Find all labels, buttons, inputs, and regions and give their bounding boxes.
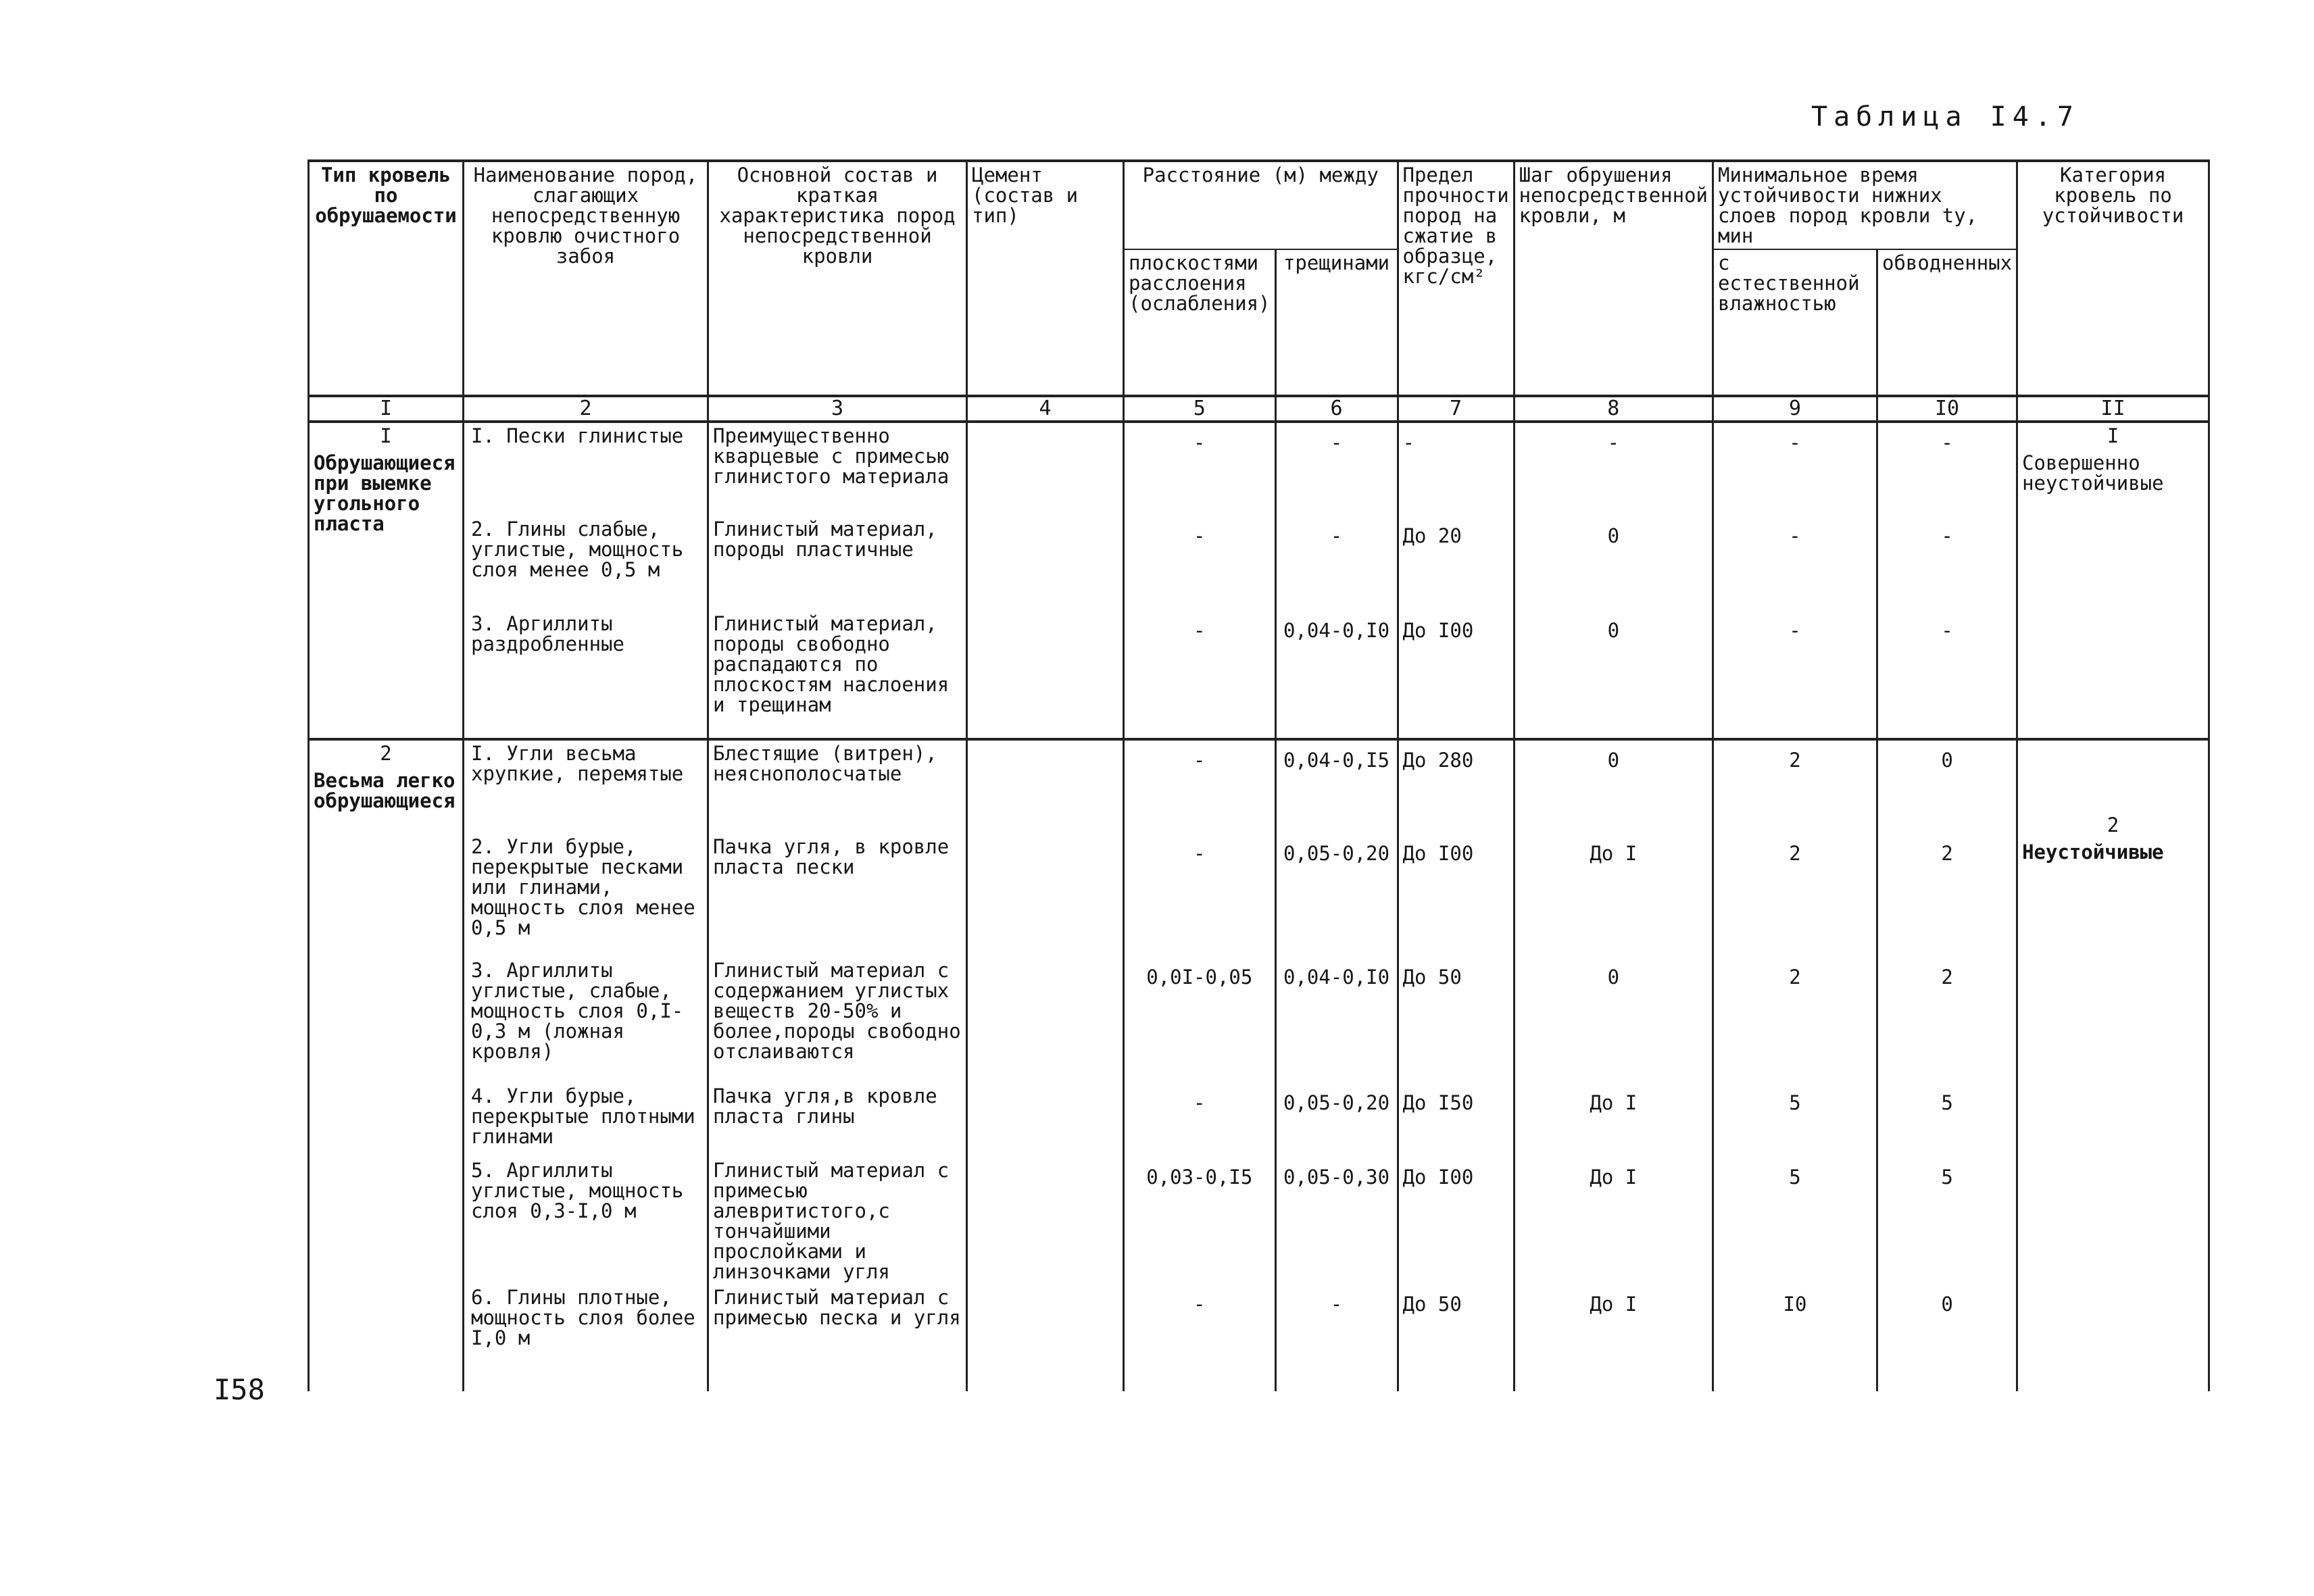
table-row <box>309 422 2209 516</box>
cracks-distance-cell: 0,05-0,30 <box>1275 1157 1398 1285</box>
header-cell-cracks: трещинами <box>1275 249 1398 396</box>
category-name: Неустойчивые <box>2022 841 2164 864</box>
table-row <box>309 739 2209 834</box>
planes-distance-cell: - <box>1124 739 1276 834</box>
composition-cell: Глинистый материал, породы пластичные <box>708 516 967 611</box>
cement-cell <box>967 611 1124 739</box>
roof-step-cell: 0 <box>1514 739 1713 834</box>
rock-name-cell: 3. Аргиллиты углистые, слабые, мощность слоя 0,I-0,3 м (ложная кровля) <box>464 957 708 1083</box>
time-natural-cell: I0 <box>1713 1285 1877 1391</box>
roof-step-cell: 0 <box>1514 611 1713 739</box>
roof-type-cell <box>309 739 464 1391</box>
strength-cell: До I00 <box>1398 611 1514 739</box>
cement-cell <box>967 1157 1124 1285</box>
planes-distance-cell: - <box>1124 516 1276 611</box>
header-cell-rock-name: Наименование пород, слагающих непосредственную кровлю очистного забоя <box>464 161 708 396</box>
column-number: 4 <box>967 396 1124 422</box>
time-watered-cell: - <box>1877 516 2017 611</box>
time-natural-cell: - <box>1713 611 1877 739</box>
time-natural-cell: - <box>1713 516 1877 611</box>
time-natural-cell: - <box>1713 422 1877 516</box>
roof-type-name: Обрушающиеся при выемке угольного пласта <box>314 451 456 535</box>
roof-step-cell: 0 <box>1514 516 1713 611</box>
composition-cell: Пачка угля,в кровле пласта глины <box>708 1083 967 1157</box>
column-number: 3 <box>708 396 967 422</box>
roof-type-number: I <box>380 424 392 447</box>
cracks-distance-cell: 0,04-0,I0 <box>1275 611 1398 739</box>
rock-name-cell: I. Пески глинистые <box>464 422 708 516</box>
composition-cell: Преимущественно кварцевые с примесью глинистого материала <box>708 422 967 516</box>
strength-cell: До 50 <box>1398 1285 1514 1391</box>
time-natural-cell: 2 <box>1713 834 1877 957</box>
cracks-distance-cell: 0,04-0,I5 <box>1275 739 1398 834</box>
cement-cell <box>967 516 1124 611</box>
category-number: 2 <box>2107 814 2119 837</box>
time-natural-cell: 5 <box>1713 1157 1877 1285</box>
column-number: II <box>2017 396 2209 422</box>
strength-cell: - <box>1398 422 1514 516</box>
stability-category-cell <box>2017 422 2209 739</box>
cement-cell <box>967 739 1124 834</box>
strength-cell: До 20 <box>1398 516 1514 611</box>
time-watered-cell: - <box>1877 422 2017 516</box>
table-body <box>309 422 2209 1391</box>
strength-cell: До I00 <box>1398 834 1514 957</box>
category-name: Совершенно неустойчивые <box>2022 451 2164 495</box>
header-cell-step: Шаг обрушения непосредственной кровли, м <box>1514 161 1713 396</box>
time-natural-cell: 5 <box>1713 1083 1877 1157</box>
column-numbers-row <box>309 396 2209 422</box>
rock-name-cell: 3. Аргиллиты раздробленные <box>464 611 708 739</box>
column-number: I <box>309 396 464 422</box>
planes-distance-cell: - <box>1124 834 1276 957</box>
time-watered-cell: 0 <box>1877 1285 2017 1391</box>
time-watered-cell: 5 <box>1877 1083 2017 1157</box>
roof-step-cell: 0 <box>1514 957 1713 1083</box>
composition-cell: Глинистый материал с примесью песка и угля <box>708 1285 967 1391</box>
time-watered-cell: 5 <box>1877 1157 2017 1285</box>
roof-type-cell <box>309 422 464 739</box>
roof-step-cell: До I <box>1514 1157 1713 1285</box>
header-cell-distance: Расстояние (м) между <box>1124 161 1398 249</box>
time-watered-cell: - <box>1877 611 2017 739</box>
cracks-distance-cell: - <box>1275 516 1398 611</box>
roof-type-name: Весьма легко обрушающиеся <box>314 769 456 812</box>
time-natural-cell: 2 <box>1713 739 1877 834</box>
composition-cell: Глинистый материал с содержанием углистых веществ 20-50% и более,породы свободно отслаиваются <box>708 957 967 1083</box>
stability-category-cell <box>2017 739 2209 1391</box>
strength-cell: До I50 <box>1398 1083 1514 1157</box>
cement-cell <box>967 957 1124 1083</box>
composition-cell: Глинистый материал, породы свободно распадаются по плоскостям наслоения и трещинам <box>708 611 967 739</box>
rock-name-cell: 2. Угли бурые, перекрытые песками или глинами, мощность слоя менее 0,5 м <box>464 834 708 957</box>
cement-cell <box>967 1285 1124 1391</box>
column-number: 5 <box>1124 396 1276 422</box>
header-cell-strength: Предел прочности пород на сжатие в образце, кгс/см² <box>1398 161 1514 396</box>
column-number: 7 <box>1398 396 1514 422</box>
table-row <box>309 1285 2209 1391</box>
roof-type-number: 2 <box>380 742 392 765</box>
header-cell-category: Категория кровель по устойчивости <box>2017 161 2209 396</box>
rock-name-cell: 2. Глины слабые, углистые, мощность слоя менее 0,5 м <box>464 516 708 611</box>
column-number: I0 <box>1877 396 2017 422</box>
header-cell-planes: плоскостями расслоения (ослабления) <box>1124 249 1276 396</box>
planes-distance-cell: 0,0I-0,05 <box>1124 957 1276 1083</box>
column-number: 9 <box>1713 396 1877 422</box>
category-number: I <box>2107 424 2119 447</box>
column-number: 6 <box>1275 396 1398 422</box>
rock-name-cell: 6. Глины плотные, мощность слоя более I,0 м <box>464 1285 708 1391</box>
table-row <box>309 516 2209 611</box>
header-row <box>309 161 2209 249</box>
table-row <box>309 611 2209 739</box>
cracks-distance-cell: 0,05-0,20 <box>1275 834 1398 957</box>
planes-distance-cell: 0,03-0,I5 <box>1124 1157 1276 1285</box>
planes-distance-cell: - <box>1124 1083 1276 1157</box>
composition-cell: Блестящие (витрен), неяснополосчатые <box>708 739 967 834</box>
planes-distance-cell: - <box>1124 422 1276 516</box>
rock-name-cell: I. Угли весьма хрупкие, перемятые <box>464 739 708 834</box>
composition-cell: Пачка угля, в кровле пласта пески <box>708 834 967 957</box>
table-row <box>309 957 2209 1083</box>
strength-cell: До I00 <box>1398 1157 1514 1285</box>
column-number: 2 <box>464 396 708 422</box>
table-caption: Таблица I4.7 <box>1811 101 2079 132</box>
rock-name-cell: 5. Аргиллиты углистые, мощность слоя 0,3-I,0 м <box>464 1157 708 1285</box>
cracks-distance-cell: - <box>1275 1285 1398 1391</box>
page-number: I58 <box>214 1373 265 1406</box>
rock-roof-table <box>307 159 2210 1391</box>
header-cell-watered: обводненных <box>1877 249 2017 396</box>
table-row <box>309 1157 2209 1285</box>
composition-cell: Глинистый материал с примесью алевритистого,с тончайшими прослойками и линзочками угля <box>708 1157 967 1285</box>
header-cell-type: Тип кровель по обрушаемости <box>309 161 464 396</box>
header-cell-cement: Цемент (состав и тип) <box>967 161 1124 396</box>
roof-step-cell: До I <box>1514 834 1713 957</box>
cracks-distance-cell: 0,04-0,I0 <box>1275 957 1398 1083</box>
planes-distance-cell: - <box>1124 611 1276 739</box>
cement-cell <box>967 834 1124 957</box>
header-cell-min-time: Минимальное время устойчивости нижних слоев пород кровли tу, мин <box>1713 161 2017 249</box>
cracks-distance-cell: 0,05-0,20 <box>1275 1083 1398 1157</box>
table-row <box>309 1083 2209 1157</box>
column-number: 8 <box>1514 396 1713 422</box>
roof-step-cell: До I <box>1514 1285 1713 1391</box>
table-row <box>309 834 2209 957</box>
cement-cell <box>967 1083 1124 1157</box>
time-natural-cell: 2 <box>1713 957 1877 1083</box>
strength-cell: До 50 <box>1398 957 1514 1083</box>
time-watered-cell: 2 <box>1877 957 2017 1083</box>
cracks-distance-cell: - <box>1275 422 1398 516</box>
roof-step-cell: - <box>1514 422 1713 516</box>
roof-step-cell: До I <box>1514 1083 1713 1157</box>
strength-cell: До 280 <box>1398 739 1514 834</box>
planes-distance-cell: - <box>1124 1285 1276 1391</box>
header-cell-composition: Основной состав и краткая характеристика пород непосредственной кровли <box>708 161 967 396</box>
time-watered-cell: 2 <box>1877 834 2017 957</box>
time-watered-cell: 0 <box>1877 739 2017 834</box>
header-cell-natural-humidity: с естественной влажностью <box>1713 249 1877 396</box>
rock-name-cell: 4. Угли бурые, перекрытые плотными глинами <box>464 1083 708 1157</box>
cement-cell <box>967 422 1124 516</box>
